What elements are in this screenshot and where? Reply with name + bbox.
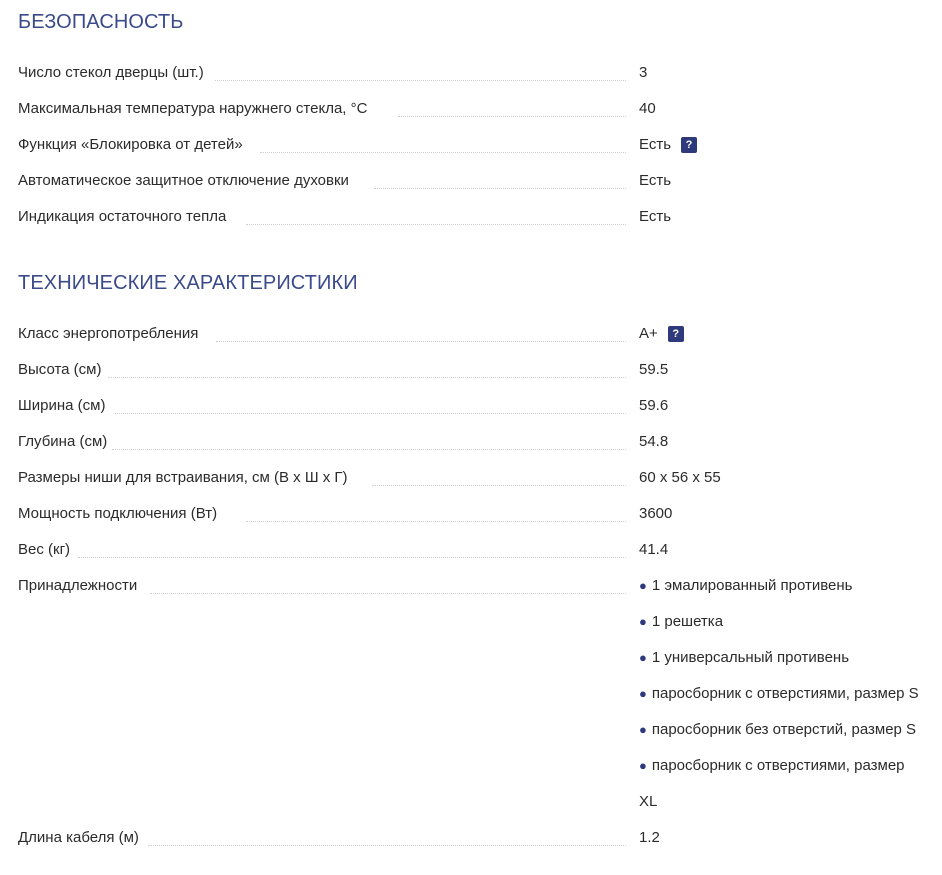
spec-value: 40 bbox=[639, 100, 656, 117]
dotted-leader bbox=[216, 341, 626, 342]
spec-value: Есть bbox=[639, 172, 672, 189]
spec-label: Максимальная температура наружнего стекла, °C bbox=[18, 100, 368, 117]
section-title-safety: БЕЗОПАСНОСТЬ bbox=[18, 11, 184, 33]
spec-row-energy-class bbox=[0, 324, 942, 360]
spec-label: Ширина (см) bbox=[18, 397, 106, 414]
spec-label: Высота (см) bbox=[18, 361, 102, 378]
bullet-icon: ● bbox=[639, 722, 647, 737]
dotted-leader bbox=[150, 593, 626, 594]
spec-value: Есть bbox=[639, 208, 672, 225]
spec-label: Вес (кг) bbox=[18, 541, 71, 558]
dotted-leader bbox=[372, 485, 626, 486]
accessory-item: ● паросборник без отверстий, размер S bbox=[639, 721, 917, 738]
help-icon[interactable]: ? bbox=[681, 137, 697, 153]
spec-row-depth bbox=[0, 432, 942, 468]
dotted-leader bbox=[374, 188, 626, 189]
accessory-item: ● паросборник с отверстиями, размер bbox=[639, 757, 905, 774]
help-icon[interactable]: ? bbox=[668, 326, 684, 342]
spec-value: 3 bbox=[639, 64, 648, 81]
spec-row-door-glass bbox=[0, 63, 942, 99]
spec-value: 60 x 56 x 55 bbox=[639, 469, 721, 486]
spec-value-wrap bbox=[639, 324, 684, 344]
dotted-leader bbox=[148, 845, 626, 846]
spec-value-wrap bbox=[639, 135, 697, 155]
spec-row-width bbox=[0, 396, 942, 432]
dotted-leader bbox=[246, 521, 626, 522]
spec-row-power bbox=[0, 504, 942, 540]
spec-value: A+ bbox=[639, 325, 658, 342]
dotted-leader bbox=[108, 377, 626, 378]
dotted-leader bbox=[246, 224, 626, 225]
accessory-item: ● 1 решетка bbox=[639, 613, 724, 630]
spec-row-residual-heat bbox=[0, 207, 942, 243]
dotted-leader bbox=[398, 116, 626, 117]
spec-label: Индикация остаточного тепла bbox=[18, 208, 227, 225]
spec-row-niche-size bbox=[0, 468, 942, 504]
bullet-icon: ● bbox=[639, 614, 647, 629]
accessory-item: ● паросборник с отверстиями, размер S bbox=[639, 685, 919, 702]
dotted-leader bbox=[260, 152, 626, 153]
spec-row-auto-shutoff bbox=[0, 171, 942, 207]
spec-label: Размеры ниши для встраивания, см (В x Ш x Г) bbox=[18, 469, 348, 486]
section-title-specs: ТЕХНИЧЕСКИЕ ХАРАКТЕРИСТИКИ bbox=[18, 272, 358, 294]
accessory-item: ● 1 универсальный противень bbox=[639, 649, 850, 666]
spec-row-glass-temp bbox=[0, 99, 942, 135]
bullet-icon: ● bbox=[639, 650, 647, 665]
spec-value: 3600 bbox=[639, 505, 673, 522]
spec-row-cable-length bbox=[0, 828, 942, 864]
spec-label: Функция «Блокировка от детей» bbox=[18, 136, 243, 153]
bullet-icon: ● bbox=[639, 578, 647, 593]
spec-value: 41.4 bbox=[639, 541, 669, 558]
dotted-leader bbox=[115, 413, 626, 414]
spec-label: Число стекол дверцы (шт.) bbox=[18, 64, 204, 81]
spec-value: 59.6 bbox=[639, 397, 669, 414]
spec-label: Принадлежности bbox=[18, 577, 138, 594]
dotted-leader bbox=[78, 557, 626, 558]
spec-label: Класс энергопотребления bbox=[18, 325, 199, 342]
spec-label: Длина кабеля (м) bbox=[18, 829, 139, 846]
bullet-icon: ● bbox=[639, 758, 647, 773]
spec-row-height bbox=[0, 360, 942, 396]
spec-row-child-lock bbox=[0, 135, 942, 171]
dotted-leader bbox=[112, 449, 626, 450]
spec-value: 54.8 bbox=[639, 433, 669, 450]
spec-value: Есть bbox=[639, 136, 672, 153]
spec-label: Мощность подключения (Вт) bbox=[18, 505, 218, 522]
spec-value: 59.5 bbox=[639, 361, 669, 378]
accessory-item-continuation: XL bbox=[639, 793, 658, 810]
spec-label: Автоматическое защитное отключение духовки bbox=[18, 172, 349, 189]
bullet-icon: ● bbox=[639, 686, 647, 701]
dotted-leader bbox=[215, 80, 626, 81]
spec-row-weight bbox=[0, 540, 942, 576]
spec-label: Глубина (см) bbox=[18, 433, 108, 450]
accessory-item: ● 1 эмалированный противень bbox=[639, 577, 853, 594]
spec-value: 1.2 bbox=[639, 829, 660, 846]
